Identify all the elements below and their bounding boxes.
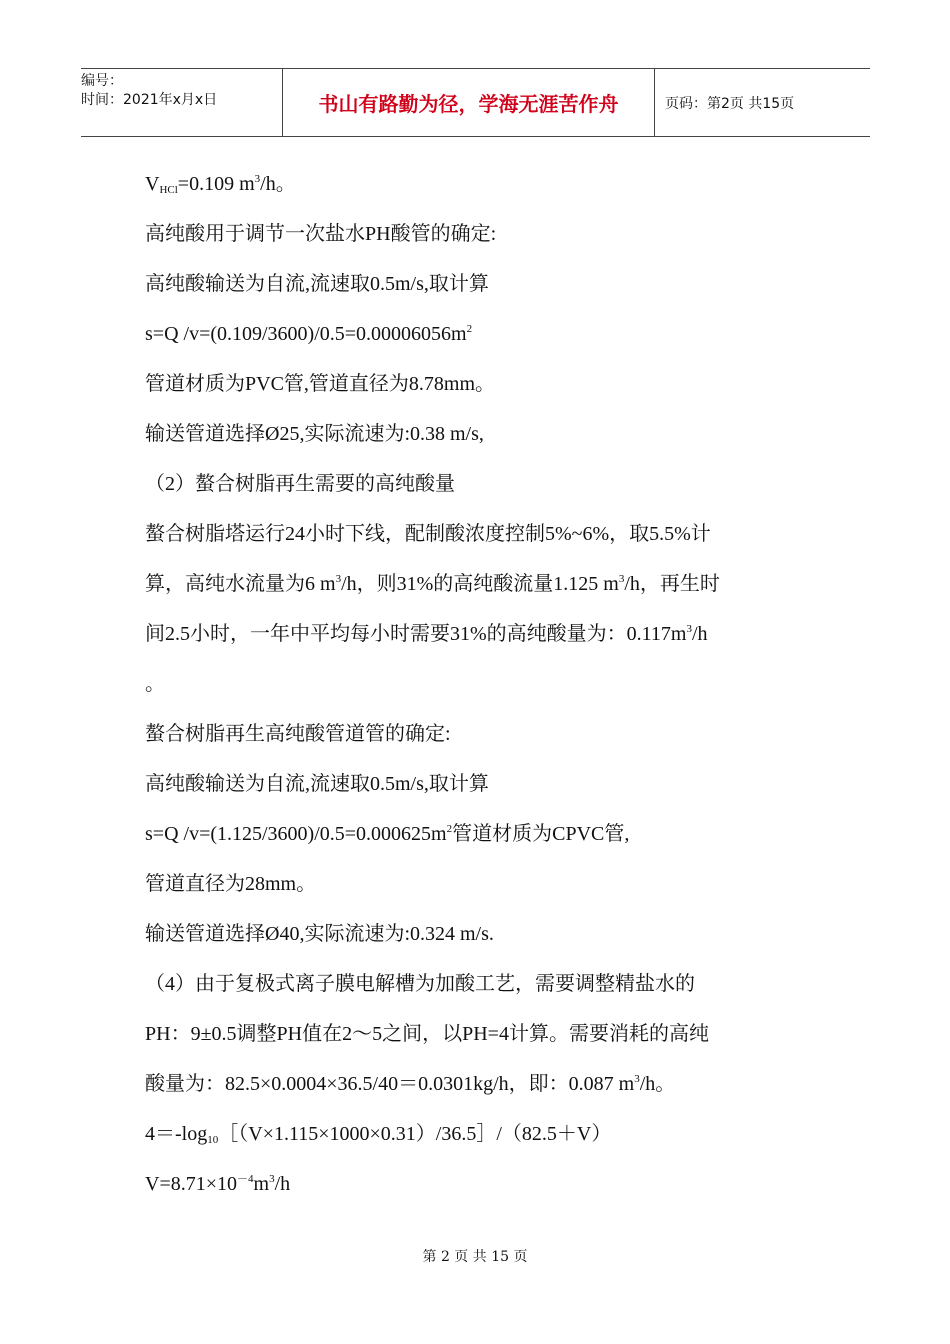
text-line-18: PH：9±0.5调整PH值在2～5之间，以PH=4计算。需要消耗的高纯	[145, 1023, 709, 1045]
text-line-12: 螯合树脂再生高纯酸管道管的确定:	[145, 723, 451, 745]
section-heading-4: （4）由于复极式离子膜电解槽为加酸工艺，需要调整精盐水的	[145, 973, 695, 995]
text-line-14: s=Q $/v=(1.125/3600)/0.5=0.000625m^2$管道材质为CPVC管,	[145, 823, 630, 845]
text-line-10: 间2.5小时，一年中平均每小时需要31%的高纯酸量为：$0.117m^3/h$	[145, 623, 708, 645]
time-label: 时间：2021年x月x日	[81, 92, 218, 108]
section-heading-2: （2）螯合树脂再生需要的高纯酸量	[145, 473, 455, 495]
text-line-2: 高纯酸用于调节一次盐水PH酸管的确定:	[145, 223, 497, 245]
text-line-15: 管道直径为28mm。	[145, 873, 317, 895]
text-line-16: 输送管道选择Ø40,实际流速为:0.324 m/s.	[145, 923, 494, 945]
text-line-8: 螯合树脂塔运行24小时下线，配制酸浓度控制5%~6%，取5.5%计	[145, 523, 711, 545]
text-line-11: 。	[145, 673, 165, 695]
text-line-1: $V_{HCl}=0.109$ $m^3/h$。	[145, 173, 296, 196]
text-line-6: 输送管道选择Ø25,实际流速为:0.38 m/s,	[145, 423, 484, 445]
header-motto: 书山有路勤为径，学海无涯苦作舟	[282, 69, 655, 136]
text-line-4: s=Q $/v=(0.109/3600)/0.5=0.00006056m^2$	[145, 323, 473, 345]
text-line-13: 高纯酸输送为自流,流速取0.5m/s,取计算	[145, 773, 489, 795]
header-info	[81, 69, 282, 136]
header-page-label: 页码：第2页 共15页	[665, 95, 795, 112]
formula-line: $4=-\log_{10}[(V\times 1.115\times 1000\times 0.31)/36.5]/(82.5+V)$	[145, 1123, 612, 1146]
number-label: 编号：	[81, 73, 123, 89]
page-header	[81, 68, 870, 137]
result-line: $V=8.71\times 10^{-4}m^3/h$	[145, 1173, 291, 1195]
text-line-19: 酸量为：82.5×0.0004×36.5/40＝0.0301kg/h，即：0.087 $m^3/h$。	[145, 1073, 676, 1095]
text-line-9: 算，高纯水流量为6 $m^3/h$，则31%的高纯酸流量1.125 $m^3/h$，再生时	[145, 573, 720, 595]
text-line-3: 高纯酸输送为自流,流速取0.5m/s,取计算	[145, 273, 489, 295]
page-footer: 第 2 页 共 15 页	[422, 1249, 528, 1265]
text-line-5: 管道材质为PVC管,管道直径为8.78mm。	[145, 373, 496, 395]
